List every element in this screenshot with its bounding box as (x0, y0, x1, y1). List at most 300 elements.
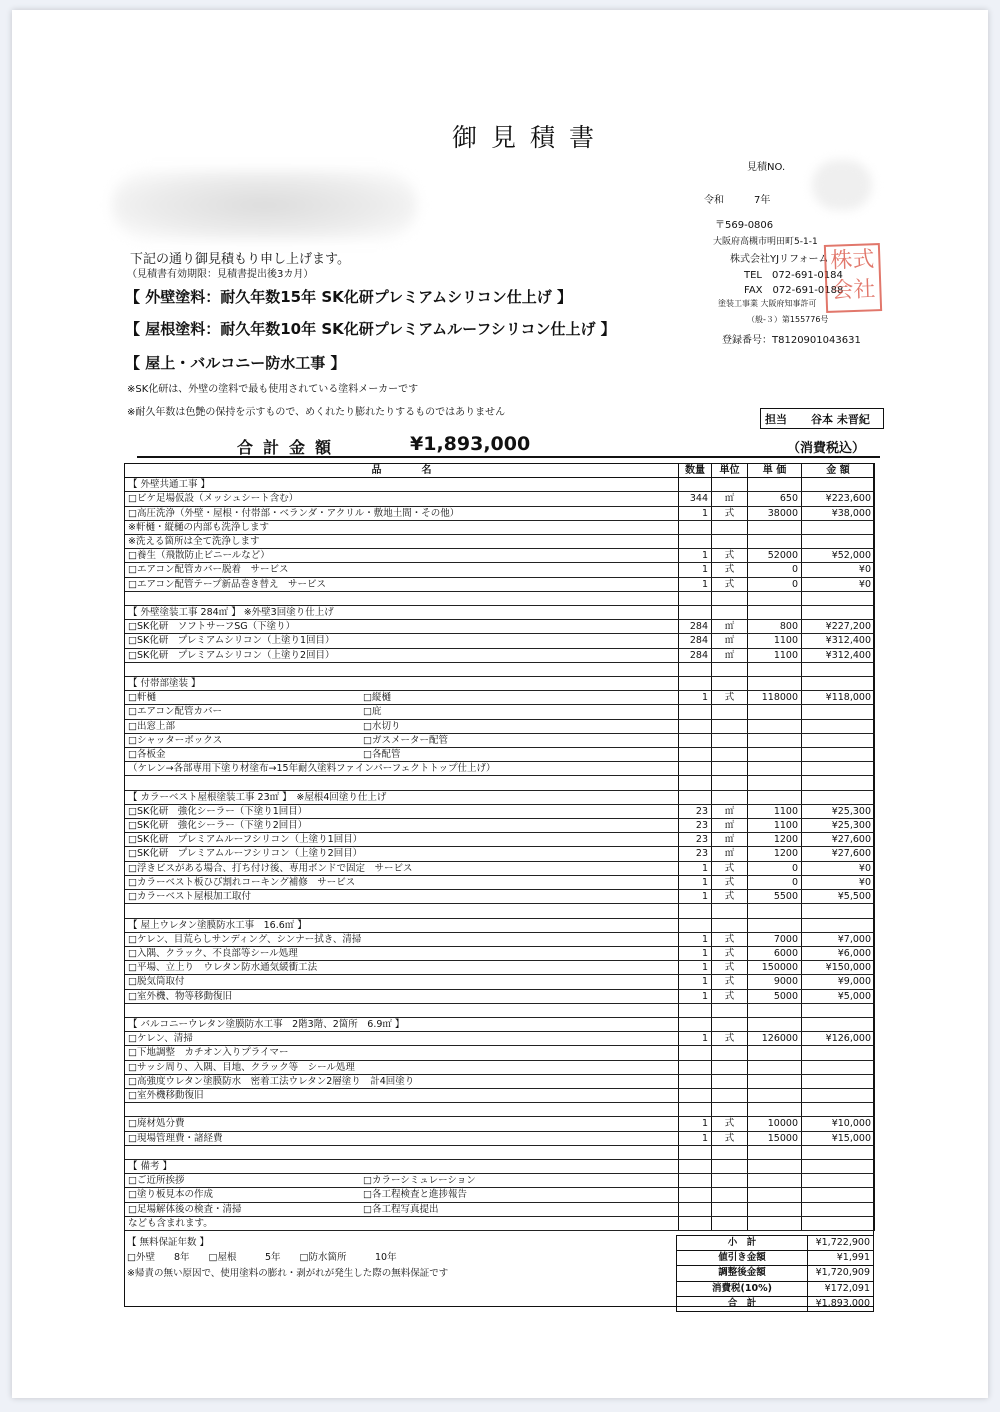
company-license-2: （般-３）第155776号 (747, 315, 829, 324)
row-item-text-secondary: □ガスメーター配管 (363, 734, 448, 746)
row-amount: ¥126,000 (802, 1032, 875, 1046)
row-item-text: □足場解体後の検査・清掃 (128, 1203, 242, 1215)
row-item-name (125, 606, 679, 620)
row-item-name (125, 946, 679, 960)
row-unit (712, 478, 748, 492)
row-qty (679, 748, 712, 762)
row-qty: 23 (679, 833, 712, 847)
row-price (748, 1060, 802, 1074)
row-amount (802, 606, 875, 620)
row-price (748, 520, 802, 534)
row-amount: ¥15,000 (802, 1131, 875, 1145)
table-row (125, 776, 875, 790)
row-qty (679, 677, 712, 691)
table-row (125, 1202, 875, 1216)
row-price: 38000 (748, 506, 802, 520)
row-unit: 式 (712, 975, 748, 989)
summary-label: 小 計 (677, 1236, 808, 1251)
row-amount (802, 478, 875, 492)
row-item-name (125, 478, 679, 492)
row-item-name (125, 662, 679, 676)
row-amount (802, 733, 875, 747)
row-price: 0 (748, 861, 802, 875)
row-amount (802, 662, 875, 676)
table-row (125, 946, 875, 960)
table-row (125, 549, 875, 563)
summary-label: 値引き金額 (677, 1251, 808, 1266)
row-price: 800 (748, 620, 802, 634)
row-qty (679, 1159, 712, 1173)
table-row (125, 804, 875, 818)
table-row (125, 1117, 875, 1131)
row-item-text: □浮きビスがある場合、打ち付け後、専用ボンドで固定 サービス (128, 862, 413, 874)
row-price (748, 719, 802, 733)
row-amount (802, 748, 875, 762)
table-row (125, 989, 875, 1003)
row-item-text: □下地調整 カチオン入りプライマー (128, 1047, 289, 1059)
row-unit: ㎡ (712, 492, 748, 506)
row-qty: 1 (679, 1131, 712, 1145)
row-unit (712, 1060, 748, 1074)
company-registration: 登録番号：T8120901043631 (722, 335, 861, 346)
row-item-name (125, 975, 679, 989)
row-price (748, 677, 802, 691)
row-item-text: □廃材処分費 (128, 1118, 185, 1130)
row-qty (679, 478, 712, 492)
row-item-name (125, 847, 679, 861)
row-item-name (125, 719, 679, 733)
row-price: 10000 (748, 1117, 802, 1131)
table-row (125, 677, 875, 691)
row-price: 9000 (748, 975, 802, 989)
row-unit: 式 (712, 932, 748, 946)
row-amount (802, 790, 875, 804)
row-item-name (125, 1088, 679, 1102)
table-row (125, 1145, 875, 1159)
row-price: 1200 (748, 847, 802, 861)
row-price (748, 1159, 802, 1173)
row-qty: 1 (679, 890, 712, 904)
summary-row (677, 1266, 874, 1281)
row-price (748, 1088, 802, 1102)
row-item-name (125, 804, 679, 818)
row-qty: 23 (679, 847, 712, 861)
row-qty (679, 776, 712, 790)
row-price (748, 1074, 802, 1088)
row-qty (679, 606, 712, 620)
row-unit: ㎡ (712, 847, 748, 861)
headline-wall: 【 外壁塗料：耐久年数15年 SK化研プレミアムシリコン仕上げ 】 (125, 288, 573, 306)
row-qty: 1 (679, 577, 712, 591)
summary-value: ¥172,091 (808, 1281, 874, 1296)
row-amount (802, 535, 875, 549)
row-unit (712, 1188, 748, 1202)
row-price (748, 1174, 802, 1188)
row-amount (802, 719, 875, 733)
date-year: 7年 (754, 195, 771, 206)
table-row (125, 506, 875, 520)
table-row (125, 520, 875, 534)
company-postal: 〒569-0806 (715, 220, 774, 231)
company-address: 大阪府高槻市明田町5-1-1 (713, 237, 818, 247)
row-item-text: 【 バルコニーウレタン塗膜防水工事 2階3階、2箇所 6.9㎡ 】 (128, 1018, 405, 1030)
row-qty (679, 1174, 712, 1188)
row-amount: ¥27,600 (802, 833, 875, 847)
row-item-name (125, 861, 679, 875)
redacted-estimate-number (812, 160, 872, 210)
row-price (748, 535, 802, 549)
row-qty (679, 1103, 712, 1117)
table-row (125, 861, 875, 875)
row-price: 5000 (748, 989, 802, 1003)
row-item-text: □カラーベスト板ひび割れコーキング補修 サービス (128, 876, 356, 888)
row-amount: ¥0 (802, 577, 875, 591)
row-price: 5500 (748, 890, 802, 904)
row-unit (712, 1159, 748, 1173)
row-amount: ¥0 (802, 563, 875, 577)
row-price (748, 1202, 802, 1216)
row-qty: 284 (679, 648, 712, 662)
row-qty (679, 762, 712, 776)
row-item-text: □エアコン配管カバー (128, 706, 223, 718)
row-qty (679, 1017, 712, 1031)
row-amount: ¥25,300 (802, 804, 875, 818)
row-item-name (125, 819, 679, 833)
row-price (748, 1003, 802, 1017)
row-unit (712, 733, 748, 747)
row-qty (679, 904, 712, 918)
row-item-text: （ケレン→各部専用下塗り材塗布→15年耐久塗料ファインパーフェクトトップ仕上げ） (128, 763, 496, 775)
row-unit: 式 (712, 875, 748, 889)
warranty-line: □外壁 8年 □屋根 5年 □防水箇所 10年 (127, 1252, 397, 1263)
row-qty (679, 1088, 712, 1102)
row-unit: 式 (712, 506, 748, 520)
row-item-text: □各板金 (128, 749, 166, 761)
row-item-name (125, 748, 679, 762)
header-amount: 金 額 (802, 464, 875, 478)
row-unit (712, 1074, 748, 1088)
row-price (748, 762, 802, 776)
row-item-text: □ケレン、目荒らしサンディング、シンナー拭き、清掃 (128, 933, 362, 945)
row-item-name (125, 535, 679, 549)
row-item-text: □軒樋 (128, 692, 156, 704)
row-item-text-secondary: □水切り (363, 720, 401, 732)
row-unit (712, 662, 748, 676)
row-price (748, 478, 802, 492)
row-amount: ¥118,000 (802, 691, 875, 705)
row-item-name (125, 733, 679, 747)
row-amount: ¥150,000 (802, 961, 875, 975)
table-row (125, 719, 875, 733)
row-unit: 式 (712, 861, 748, 875)
row-item-name (125, 634, 679, 648)
row-item-text-secondary: □カラーシミュレーション (363, 1175, 476, 1187)
row-qty: 284 (679, 620, 712, 634)
row-qty (679, 591, 712, 605)
row-item-text: □SK化研 プレミアムシリコン（上塗り1回目） (128, 635, 335, 647)
row-unit: 式 (712, 549, 748, 563)
row-item-name (125, 1046, 679, 1060)
row-price: 126000 (748, 1032, 802, 1046)
row-item-text: □脱気筒取付 (128, 976, 185, 988)
row-unit (712, 1174, 748, 1188)
row-qty: 344 (679, 492, 712, 506)
row-amount: ¥5,000 (802, 989, 875, 1003)
row-price (748, 1145, 802, 1159)
row-unit: 式 (712, 1131, 748, 1145)
row-unit (712, 918, 748, 932)
summary-value: ¥1,720,909 (808, 1266, 874, 1281)
row-qty (679, 1202, 712, 1216)
row-price (748, 790, 802, 804)
row-item-name (125, 989, 679, 1003)
row-amount: ¥27,600 (802, 847, 875, 861)
table-row (125, 975, 875, 989)
row-item-text: ※洗える箇所は全て洗浄します (128, 536, 260, 548)
row-unit (712, 790, 748, 804)
table-row (125, 904, 875, 918)
row-item-name (125, 790, 679, 804)
row-unit: 式 (712, 691, 748, 705)
row-qty (679, 1074, 712, 1088)
table-row (125, 492, 875, 506)
row-unit: ㎡ (712, 620, 748, 634)
row-item-text: □現場管理費・諸経費 (128, 1132, 223, 1144)
row-price (748, 904, 802, 918)
row-price (748, 733, 802, 747)
table-row (125, 762, 875, 776)
row-price (748, 705, 802, 719)
row-item-text: □エアコン配管テープ新品巻き替え サービス (128, 578, 327, 590)
warranty-note: ※帰責の無い原因で、使用塗料の膨れ・剥がれが発生した際の無料保証です (127, 1268, 449, 1279)
row-item-name (125, 492, 679, 506)
total-underline (137, 456, 880, 458)
row-item-name (125, 918, 679, 932)
row-item-name (125, 506, 679, 520)
table-row (125, 1074, 875, 1088)
row-unit (712, 776, 748, 790)
row-price (748, 591, 802, 605)
row-amount (802, 1174, 875, 1188)
row-amount (802, 1159, 875, 1173)
row-unit: 式 (712, 577, 748, 591)
row-amount: ¥9,000 (802, 975, 875, 989)
row-item-text: 【 屋上ウレタン塗膜防水工事 16.6㎡ 】 (128, 919, 307, 931)
row-item-text: □SK化研 強化シーラー（下塗り1回目） (128, 805, 308, 817)
row-item-text: □カラーベスト屋根加工取付 (128, 891, 251, 903)
row-item-text: 【 付帯部塗装 】 (128, 678, 201, 690)
row-item-name (125, 1074, 679, 1088)
row-amount: ¥0 (802, 861, 875, 875)
row-item-name (125, 833, 679, 847)
row-unit (712, 1145, 748, 1159)
row-unit (712, 1017, 748, 1031)
company-license-1: 塗装工事業 大阪府知事許可 (718, 299, 817, 308)
row-qty: 1 (679, 563, 712, 577)
row-price (748, 662, 802, 676)
row-qty: 1 (679, 946, 712, 960)
row-item-text: □サッシ周り、入隅、目地、クラック等 シール処理 (128, 1061, 355, 1073)
row-item-text: □養生（飛散防止ビニールなど） (128, 550, 270, 562)
note-sk: ※SK化研は、外壁の塗料で最も使用されている塗料メーカーです (127, 384, 419, 395)
row-item-text: 【 外壁塗装工事 284㎡ 】 ※外壁3回塗り仕上げ (128, 607, 334, 619)
table-row (125, 961, 875, 975)
row-unit: 式 (712, 563, 748, 577)
summary-label: 消費税(10%) (677, 1281, 808, 1296)
row-qty: 1 (679, 975, 712, 989)
row-price (748, 1017, 802, 1031)
row-unit: 式 (712, 1032, 748, 1046)
row-item-name (125, 932, 679, 946)
estimate-no-label: 見積NO. (747, 162, 786, 173)
table-row (125, 748, 875, 762)
note-durability: ※耐久年数は色艶の保持を示すもので、めくれたり膨れたりするものではありません (127, 407, 506, 418)
row-unit (712, 1103, 748, 1117)
company-tel: TEL 072-691-0184 (744, 270, 843, 281)
row-price: 7000 (748, 932, 802, 946)
table-row (125, 1017, 875, 1031)
row-amount (802, 918, 875, 932)
row-amount: ¥10,000 (802, 1117, 875, 1131)
row-price (748, 918, 802, 932)
row-item-text: □ケレン、清掃 (128, 1033, 193, 1045)
row-item-name (125, 1003, 679, 1017)
row-amount: ¥7,000 (802, 932, 875, 946)
row-amount (802, 705, 875, 719)
row-price: 118000 (748, 691, 802, 705)
table-row (125, 1088, 875, 1102)
table-row (125, 705, 875, 719)
header-item: 品 名 (125, 464, 679, 478)
row-item-name (125, 1032, 679, 1046)
row-price: 0 (748, 577, 802, 591)
row-amount: ¥223,600 (802, 492, 875, 506)
row-price (748, 1188, 802, 1202)
date-era: 令和 (704, 195, 724, 206)
row-item-text: □塗り板見本の作成 (128, 1189, 213, 1201)
row-item-name (125, 776, 679, 790)
row-price: 1100 (748, 634, 802, 648)
row-price (748, 606, 802, 620)
row-price: 0 (748, 563, 802, 577)
table-row (125, 875, 875, 889)
row-item-name (125, 1159, 679, 1173)
table-row (125, 890, 875, 904)
row-item-name (125, 520, 679, 534)
row-item-text: □平場、立上り ウレタン防水通気緩衝工法 (128, 962, 318, 974)
row-qty: 1 (679, 549, 712, 563)
headline-waterproof: 【 屋上・バルコニー防水工事 】 (125, 354, 346, 372)
table-row (125, 563, 875, 577)
row-unit: 式 (712, 1117, 748, 1131)
row-item-name (125, 1145, 679, 1159)
table-row (125, 1060, 875, 1074)
table-row (125, 733, 875, 747)
row-item-name (125, 1117, 679, 1131)
row-unit (712, 719, 748, 733)
row-amount (802, 1216, 875, 1230)
row-unit: ㎡ (712, 804, 748, 818)
row-unit (712, 1216, 748, 1230)
staff-name: 谷本 未晋紀 (811, 412, 870, 426)
row-amount (802, 1145, 875, 1159)
row-item-text: なども含まれます。 (128, 1217, 213, 1229)
table-row (125, 634, 875, 648)
row-amount (802, 1017, 875, 1031)
row-item-text-secondary: □庇 (363, 706, 382, 718)
row-item-text: □エアコン配管カバー脱着 サービス (128, 564, 289, 576)
row-price (748, 1216, 802, 1230)
row-item-text-secondary: □各工程写真提出 (363, 1203, 439, 1215)
row-qty: 1 (679, 875, 712, 889)
row-amount: ¥38,000 (802, 506, 875, 520)
row-item-name (125, 1103, 679, 1117)
row-qty: 1 (679, 932, 712, 946)
row-amount (802, 591, 875, 605)
row-qty: 1 (679, 961, 712, 975)
row-item-text-secondary: □各配管 (363, 749, 401, 761)
summary-label: 調整後金額 (677, 1266, 808, 1281)
row-qty (679, 918, 712, 932)
row-unit (712, 762, 748, 776)
row-item-name (125, 705, 679, 719)
row-unit (712, 606, 748, 620)
redacted-recipient (112, 170, 417, 240)
row-item-name (125, 1060, 679, 1074)
row-unit (712, 677, 748, 691)
row-qty: 23 (679, 804, 712, 818)
row-amount (802, 1046, 875, 1060)
row-qty (679, 1145, 712, 1159)
row-amount (802, 1202, 875, 1216)
table-row (125, 1216, 875, 1230)
row-item-name (125, 648, 679, 662)
row-amount (802, 520, 875, 534)
row-qty (679, 733, 712, 747)
row-unit (712, 705, 748, 719)
row-price: 6000 (748, 946, 802, 960)
row-amount (802, 1074, 875, 1088)
row-price: 0 (748, 875, 802, 889)
row-amount: ¥6,000 (802, 946, 875, 960)
row-item-name (125, 904, 679, 918)
table-row (125, 1046, 875, 1060)
header-qty: 数量 (679, 464, 712, 478)
row-item-name (125, 1216, 679, 1230)
row-item-text: □シャッターボックス (128, 734, 223, 746)
total-label: 合計金額 (237, 438, 342, 457)
row-qty (679, 1188, 712, 1202)
summary-label: 合 計 (677, 1296, 808, 1311)
row-unit: ㎡ (712, 634, 748, 648)
row-item-name (125, 1174, 679, 1188)
row-unit (712, 520, 748, 534)
row-unit: 式 (712, 890, 748, 904)
row-item-name (125, 620, 679, 634)
row-unit: ㎡ (712, 833, 748, 847)
estimate-table (124, 463, 875, 1231)
row-price: 1100 (748, 804, 802, 818)
row-item-text: □ご近所挨拶 (128, 1175, 185, 1187)
table-row (125, 478, 875, 492)
row-item-name (125, 961, 679, 975)
table-row (125, 591, 875, 605)
row-qty: 1 (679, 989, 712, 1003)
row-price (748, 776, 802, 790)
table-row (125, 606, 875, 620)
table-header-row (125, 464, 875, 478)
row-amount (802, 762, 875, 776)
